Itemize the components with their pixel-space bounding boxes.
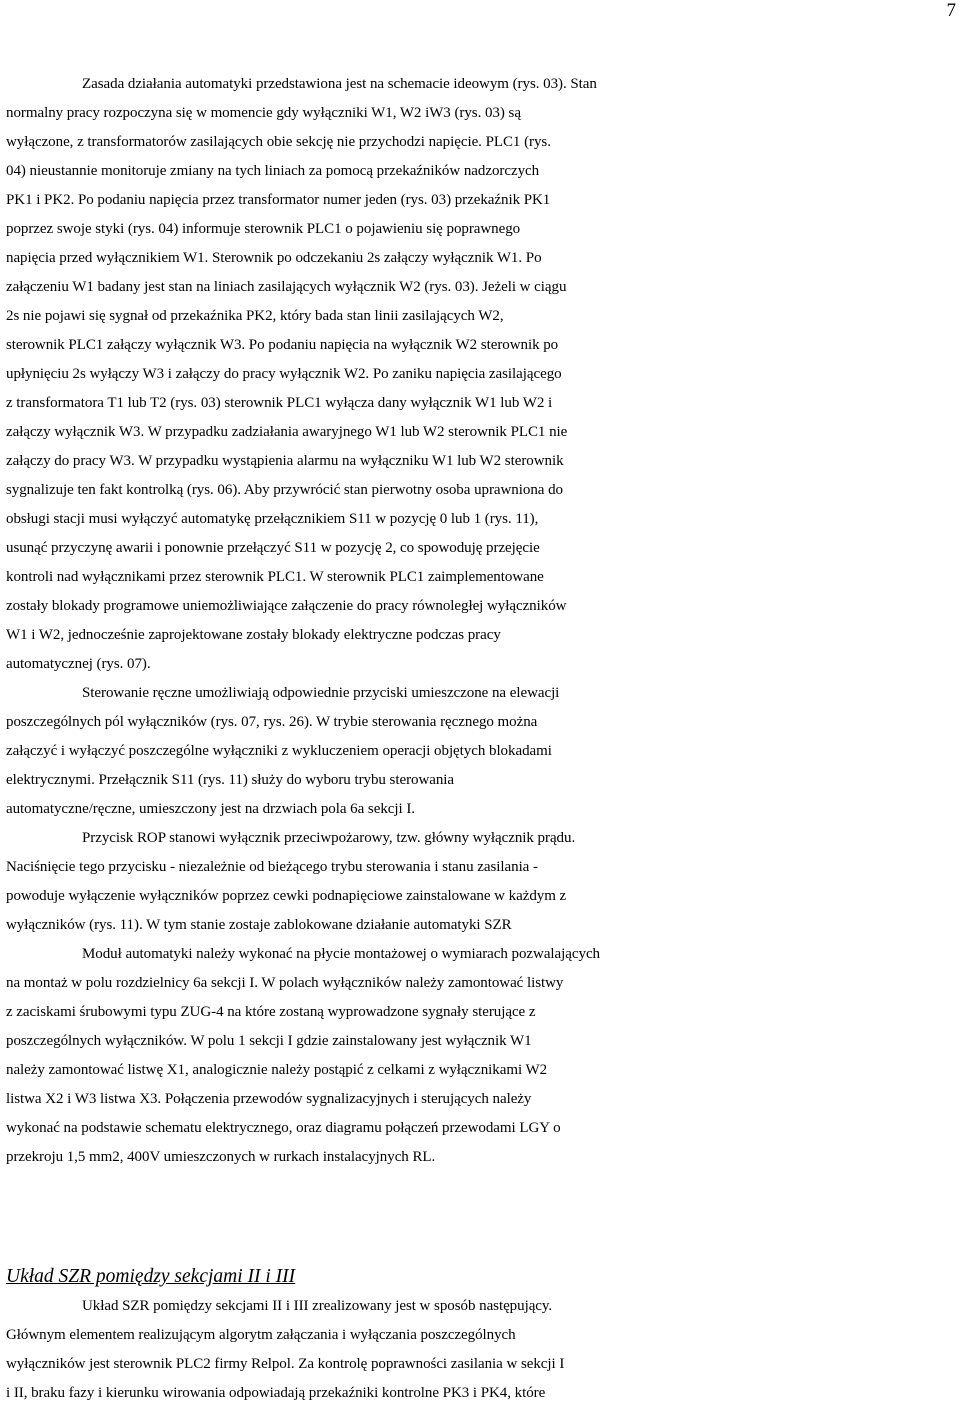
text-line: Sterowanie ręczne umożliwiają odpowiednie przyciski umieszczone na elewacji bbox=[82, 685, 560, 701]
text-line: 2s nie pojawi się sygnał od przekaźnika PK2, który bada stan linii zasilających W2, bbox=[6, 308, 504, 324]
paragraph bbox=[6, 1292, 958, 1408]
text-line: poszczególnych wyłączników. W polu 1 sekcji I gdzie zainstalowany jest wyłącznik W1 bbox=[6, 1033, 532, 1049]
page-number: 7 bbox=[946, 0, 956, 21]
text-line: elektrycznymi. Przełącznik S11 (rys. 11) służy do wyboru trybu sterowania bbox=[6, 772, 455, 788]
text-line: wykonać na podstawie schematu elektrycznego, oraz diagramu połączeń przewodami LGY o bbox=[6, 1120, 561, 1136]
text-line: upłynięciu 2s wyłączy W3 i załączy do pracy wyłącznik W2. Po zaniku napięcia zasilającego bbox=[6, 366, 562, 382]
text-line: automatyczne/ręczne, umieszczony jest na drzwiach pola 6a sekcji I. bbox=[6, 801, 415, 817]
text-line: listwa X2 i W3 listwa X3. Połączenia przewodów sygnalizacyjnych i sterujących należy bbox=[6, 1091, 532, 1107]
paragraph bbox=[6, 679, 958, 824]
text-line: sterownik PLC1 załączy wyłącznik W3. Po podaniu napięcia na wyłącznik W2 sterownik po bbox=[6, 337, 559, 353]
text-line: Przycisk ROP stanowi wyłącznik przeciwpożarowy, tzw. główny wyłącznik prądu. bbox=[82, 830, 576, 846]
text-line: obsługi stacji musi wyłączyć automatykę przełącznikiem S11 w pozycję 0 lub 1 (rys. 11), bbox=[6, 511, 539, 527]
text-line: kontroli nad wyłącznikami przez sterownik PLC1. W sterownik PLC1 zaimplementowane bbox=[6, 569, 544, 585]
text-line: przekroju 1,5 mm2, 400V umieszczonych w rurkach instalacyjnych RL. bbox=[6, 1149, 436, 1165]
text-line: załączeniu W1 badany jest stan na liniach zasilających wyłącznik W2 (rys. 03). Jeżeli w ciągu bbox=[6, 279, 567, 295]
text-line: załączy do pracy W3. W przypadku wystąpienia alarmu na wyłączniku W1 lub W2 sterownik bbox=[6, 453, 564, 469]
section-heading: Układ SZR pomiędzy sekcjami II i III bbox=[6, 1266, 296, 1287]
text-line: wyłączone, z transformatorów zasilających obie sekcję nie przychodzi napięcie. PLC1 (rys. bbox=[6, 134, 551, 150]
text-line: załączy wyłącznik W3. W przypadku zadziałania awaryjnego W1 lub W2 sterownik PLC1 nie bbox=[6, 424, 568, 440]
text-line: Zasada działania automatyki przedstawiona jest na schemacie ideowym (rys. 03). Stan bbox=[82, 76, 597, 92]
text-line: zostały blokady programowe uniemożliwiające załączenie do pracy równoległej wyłączników bbox=[6, 598, 567, 614]
text-line: automatycznej (rys. 07). bbox=[6, 656, 151, 672]
paragraph bbox=[6, 70, 958, 679]
text-line: Układ SZR pomiędzy sekcjami II i III zrealizowany jest w sposób następujący. bbox=[82, 1298, 553, 1314]
text-line: PK1 i PK2. Po podaniu napięcia przez transformator numer jeden (rys. 03) przekaźnik PK1 bbox=[6, 192, 551, 208]
text-line: poprzez swoje styki (rys. 04) informuje sterownik PLC1 o pojawieniu się poprawnego bbox=[6, 221, 521, 237]
text-line: usunąć przyczynę awarii i ponownie przełączyć S11 w pozycję 2, co spowoduję przejęcie bbox=[6, 540, 540, 556]
text-line: powoduje wyłączenie wyłączników poprzez cewki podnapięciowe zainstalowane w każdym z bbox=[6, 888, 567, 904]
text-line: Głównym elementem realizującym algorytm załączania i wyłączania poszczególnych bbox=[6, 1327, 516, 1343]
text-line: z transformatora T1 lub T2 (rys. 03) sterownik PLC1 wyłącza dany wyłącznik W1 lub W2 i bbox=[6, 395, 553, 411]
text-line: na montaż w polu rozdzielnicy 6a sekcji I. W polach wyłączników należy zamontować listwy bbox=[6, 975, 564, 991]
main-text bbox=[6, 70, 958, 1172]
paragraph bbox=[6, 824, 958, 940]
text-line: należy zamontować listwę X1, analogicznie należy postąpić z celkami z wyłącznikami W2 bbox=[6, 1062, 548, 1078]
text-line: i II, braku fazy i kierunku wirowania odpowiadają przekaźniki kontrolne PK3 i PK4, które bbox=[6, 1385, 546, 1401]
text-line: załączyć i wyłączyć poszczególne wyłączniki z wykluczeniem operacji objętych blokadami bbox=[6, 743, 552, 759]
text-line: Naciśnięcie tego przycisku - niezależnie od bieżącego trybu sterowania i stanu zasilania - bbox=[6, 859, 538, 875]
text-line: poszczególnych pól wyłączników (rys. 07, rys. 26). W trybie sterowania ręcznego można bbox=[6, 714, 538, 730]
text-line: napięcia przed wyłącznikiem W1. Sterownik po odczekaniu 2s załączy wyłącznik W1. Po bbox=[6, 250, 542, 266]
text-line: W1 i W2, jednocześnie zaprojektowane zostały blokady elektryczne podczas pracy bbox=[6, 627, 501, 643]
text-line: Moduł automatyki należy wykonać na płycie montażowej o wymiarach pozwalających bbox=[82, 946, 600, 962]
text-line: wyłączników (rys. 11). W tym stanie zostaje zablokowane działanie automatyki SZR bbox=[6, 917, 512, 933]
text-line: 04) nieustannie monitoruje zmiany na tych liniach za pomocą przekaźników nadzorczych bbox=[6, 163, 540, 179]
text-line: normalny pracy rozpoczyna się w momencie gdy wyłączniki W1, W2 iW3 (rys. 03) są bbox=[6, 105, 521, 121]
paragraph bbox=[6, 940, 958, 1172]
text-line: sygnalizuje ten fakt kontrolką (rys. 06). Aby przywrócić stan pierwotny osoba uprawniona do bbox=[6, 482, 563, 498]
text-line: z zaciskami śrubowymi typu ZUG-4 na które zostaną wyprowadzone sygnały sterujące z bbox=[6, 1004, 536, 1020]
section-text bbox=[6, 1292, 958, 1408]
text-line: wyłączników jest sterownik PLC2 firmy Relpol. Za kontrolę poprawności zasilania w sekcji I bbox=[6, 1356, 565, 1372]
